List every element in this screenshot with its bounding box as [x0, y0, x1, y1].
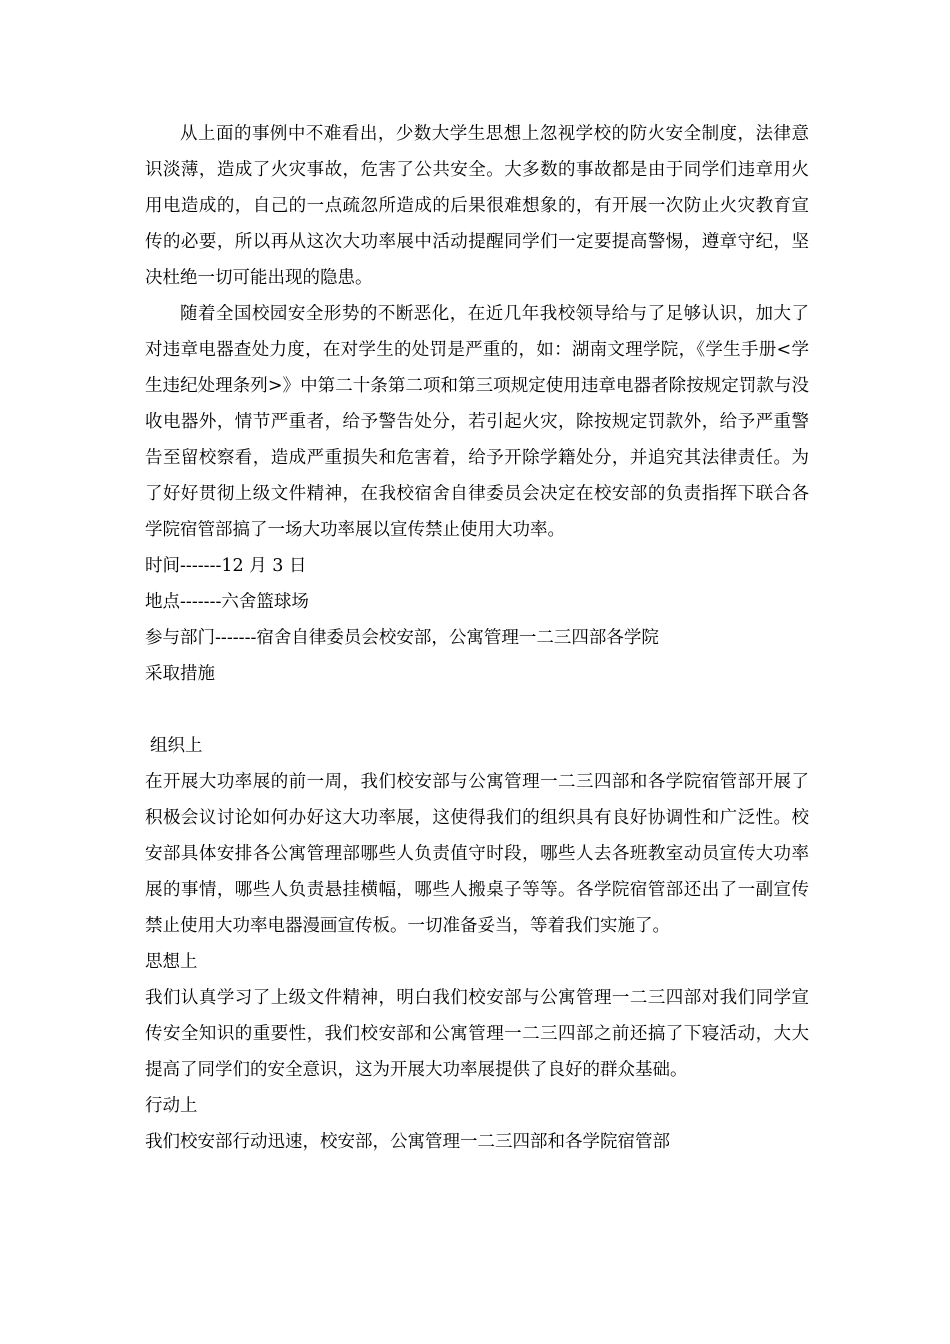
- measures-heading: 采取措施: [145, 664, 215, 684]
- thought-text: 我们认真学习了上级文件精神，明白我们校安部与公寓管理一二三四部对我们同学宣传安全知识的重要性，我们校安部和公寓管理一二三四部之前还搞了下寝活动，大大提高了同学们的安全意识，这为开展大功率展提供了良好的群众基础。: [145, 988, 809, 1080]
- event-place: 地点-------六舍篮球场: [145, 592, 309, 612]
- paragraph-policy: 随着全国校园安全形势的不断恶化，在近几年我校领导给与了足够认识，加大了对违章电器查处力度，在对学生的处罚是严重的，如：湖南文理学院，《学生手册<学生违纪处理条列>》中第二十条第二项和第三项规定使用违章电器者除按规定罚款与没收电器外，情节严重者，给予警告处分，若引起火灾，除按规定罚款外，给予严重警告至留校察看，造成严重损失和危害着，给予开除学籍处分，并追究其法律责任。为了好好贯彻上级文件精神，在我校宿舍自律委员会决定在校安部的负责指挥下联合各学院宿管部搞了一场大功率展以宣传禁止使用大功率。: [145, 304, 809, 540]
- thought-heading: 思想上: [145, 952, 198, 972]
- blank-line: [145, 692, 809, 728]
- event-time: 时间-------12 月 3 日: [145, 556, 307, 576]
- organization-text: 在开展大功率展的前一周，我们校安部与公寓管理一二三四部和各学院宿管部开展了积极会议讨论如何办好这大功率展，这使得我们的组织具有良好协调性和广泛性。校安部具体安排各公寓管理部哪些人负责值守时段，哪些人去各班教室动员宣传大功率展的事情，哪些人负责悬挂横幅，哪些人搬桌子等等。各学院宿管部还出了一副宣传禁止使用大功率电器漫画宣传板。一切准备妥当，等着我们实施了。: [145, 772, 809, 936]
- event-departments: 参与部门-------宿舍自律委员会校安部，公寓管理一二三四部各学院: [145, 628, 659, 648]
- action-heading: 行动上: [145, 1096, 198, 1116]
- action-text: 我们校安部行动迅速，校安部，公寓管理一二三四部和各学院宿管部: [145, 1132, 670, 1152]
- organization-heading: 组织上: [150, 736, 203, 756]
- document-page: [145, 116, 809, 1160]
- paragraph-intro: 从上面的事例中不难看出，少数大学生思想上忽视学校的防火安全制度，法律意识淡薄，造成了火灾事故，危害了公共安全。大多数的事故都是由于同学们违章用火用电造成的，自己的一点疏忽所造成的后果很难想象的，有开展一次防止火灾教育宣传的必要，所以再从这次大功率展中活动提醒同学们一定要提高警惕，遵章守纪，坚决杜绝一切可能出现的隐患。: [145, 124, 809, 288]
